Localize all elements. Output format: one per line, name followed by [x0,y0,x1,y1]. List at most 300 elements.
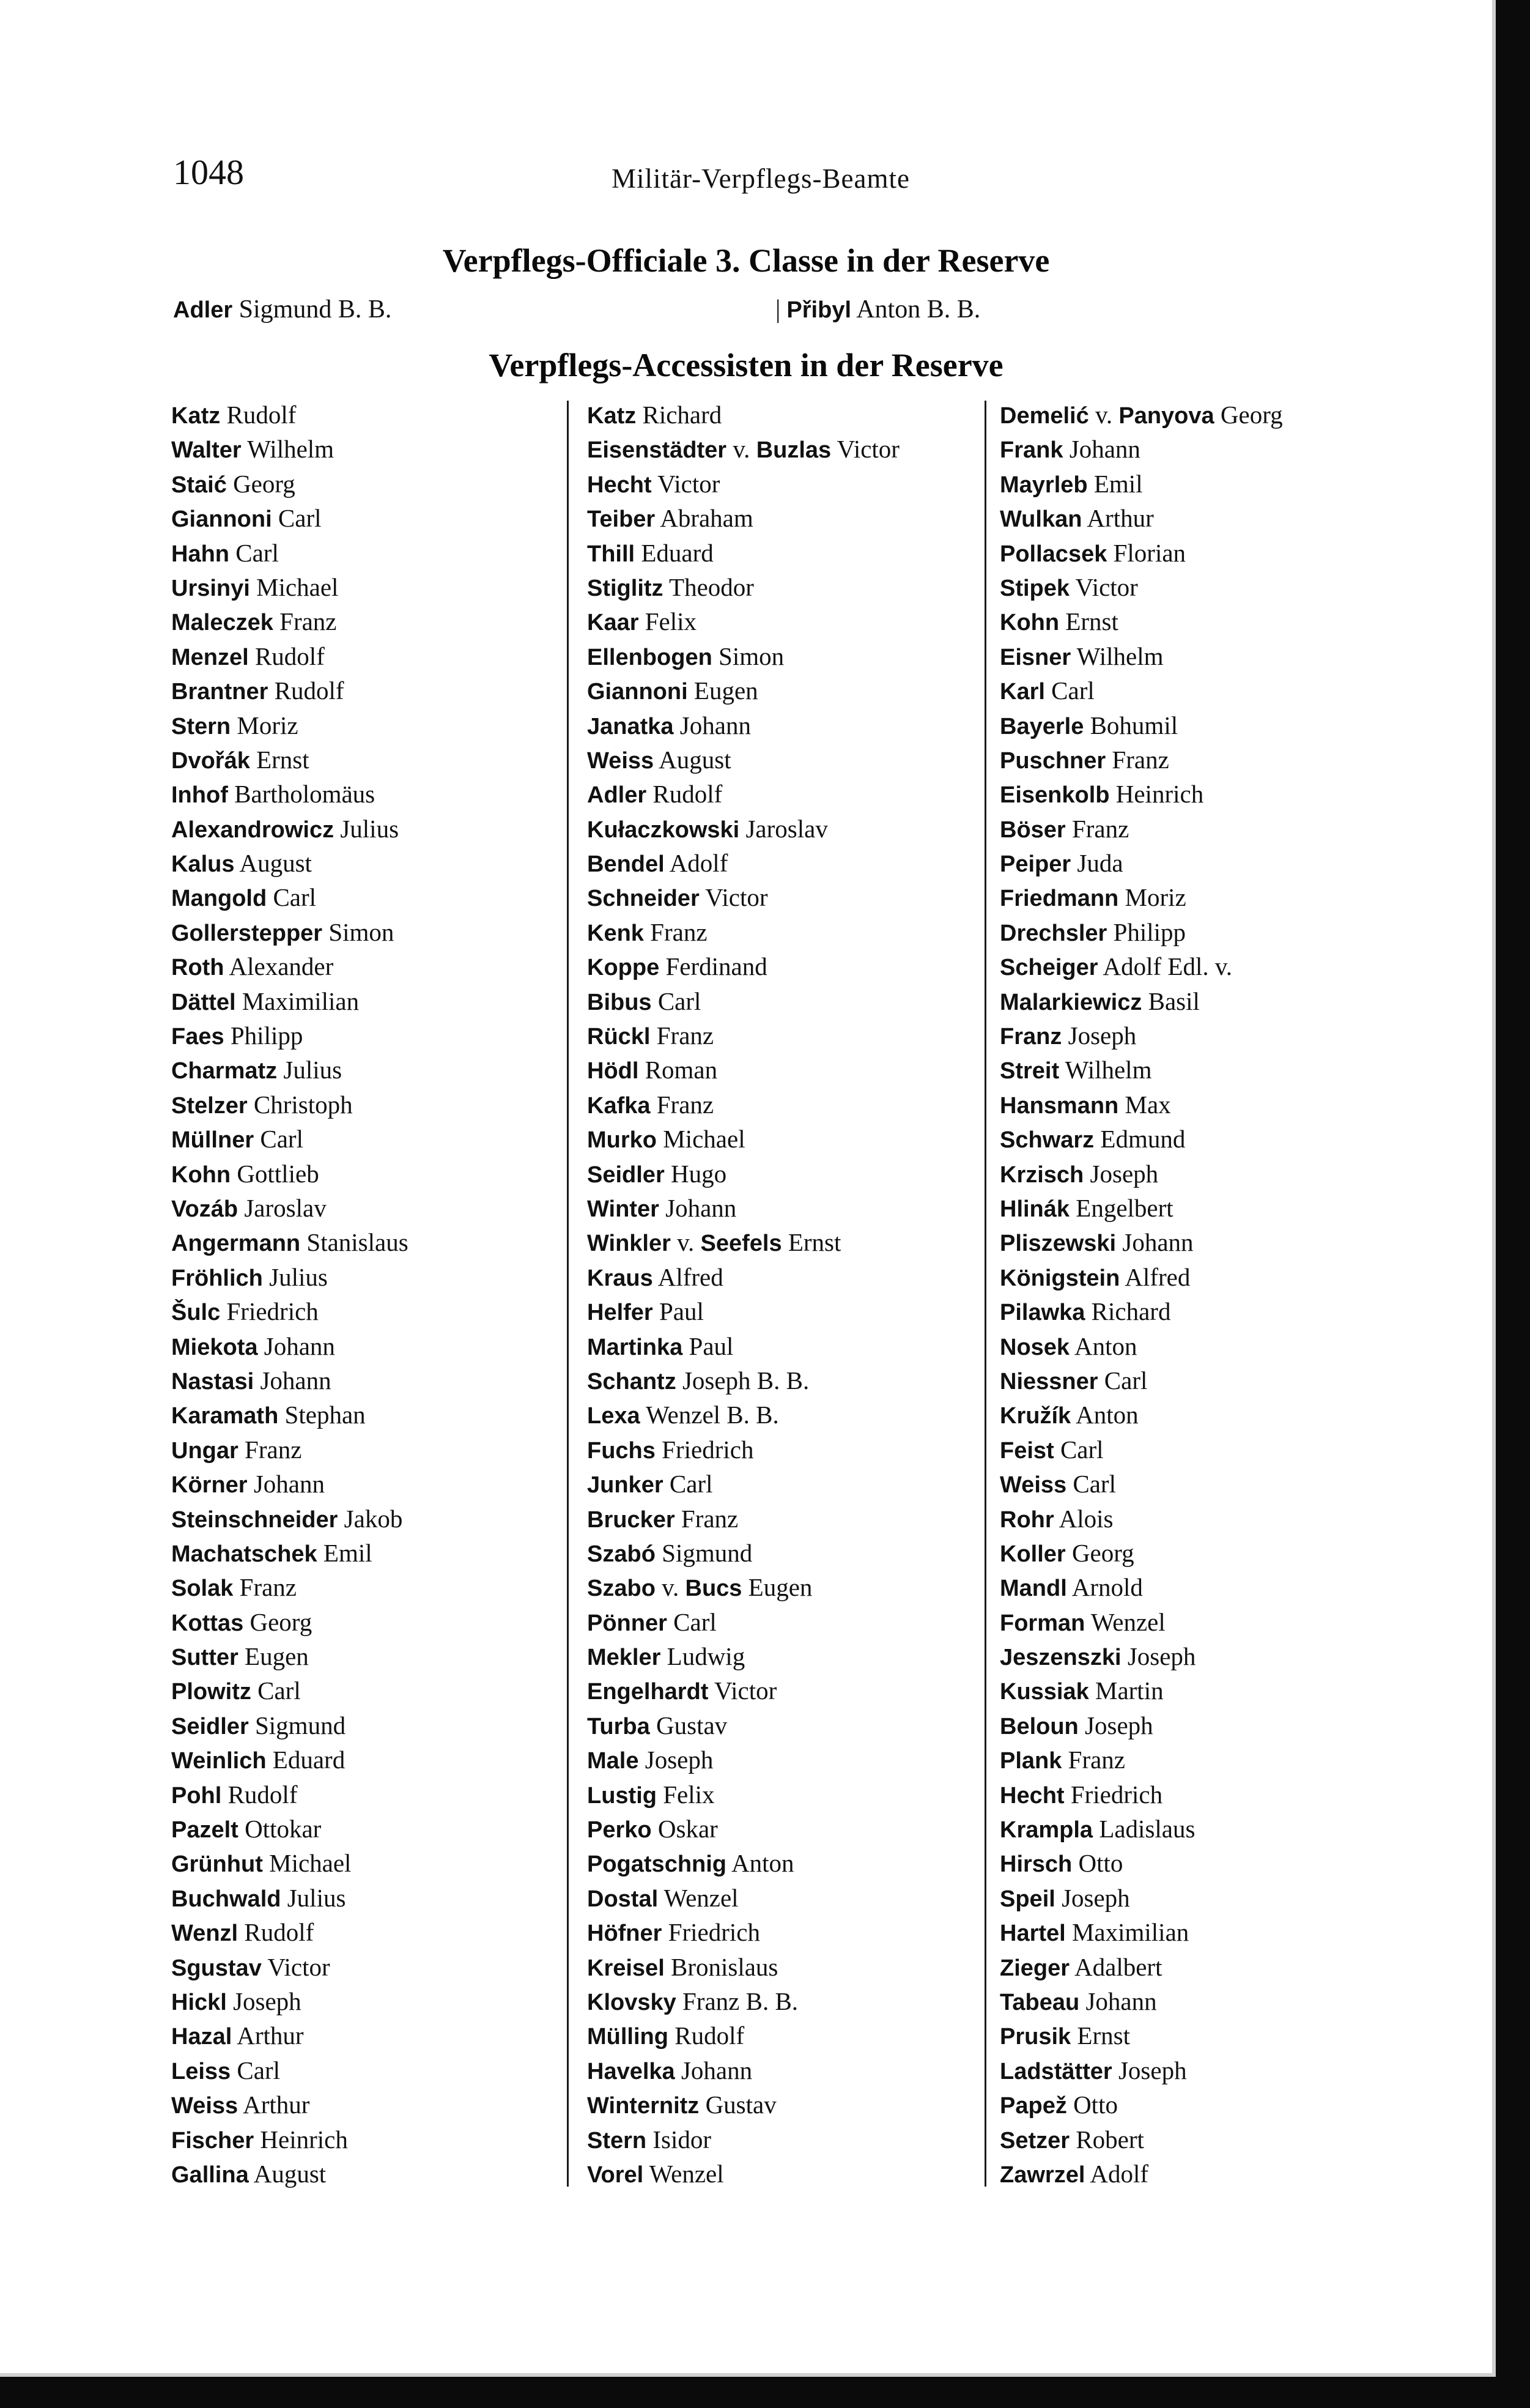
given-name: Joseph [226,1987,301,2015]
given-name: Carl [231,2056,281,2084]
surname: Kenk [587,920,644,946]
name-entry [981,2088,1385,2122]
given-name: Felix [656,1780,715,1809]
surname: Hickl [171,1989,227,2015]
surname: Engelhardt [587,1679,709,1705]
surname: Thill [587,541,635,567]
surname: Körner [171,1472,248,1499]
name-entry [171,1363,575,1398]
name-entry [981,1122,1385,1156]
given-name: Basil [1142,987,1200,1015]
name-entry [566,570,969,604]
name-entry [171,1294,575,1328]
name-entry [566,467,969,501]
surname: Vorel [587,2162,644,2188]
surname: Plank [1000,1748,1062,1774]
name-entry [566,1846,969,1880]
given-name: Johann [674,2056,753,2084]
given-name: Carl [251,1676,301,1705]
surname: Hödl [587,1058,639,1084]
name-entry [171,1122,575,1156]
surname: Wenzl [171,1921,238,1947]
surname: Müllner [171,1127,254,1154]
surname: Demelić [1000,403,1089,429]
name-entry [171,639,575,673]
name-entry [171,1605,575,1639]
given-name: Wenzel [1085,1607,1166,1636]
surname: Adler [173,297,233,323]
name-entry [566,1673,969,1708]
given-name: August [654,745,731,774]
surname: Mülling [587,2024,668,2050]
given-name: Wenzel B. B. [640,1401,779,1429]
given-name: Richard [636,401,722,429]
given-name: Eduard [635,538,714,567]
surname: Weiss [171,2093,238,2119]
name-entry [171,1225,575,1259]
given-name: Moriz [1118,883,1186,912]
name-entry [566,1122,969,1156]
given-name: Arthur [232,2021,304,2050]
surname: Eisenstädter [587,437,727,464]
given-name: Maximilian [235,987,360,1015]
name-entry [171,915,575,949]
surname: Setzer [1000,2127,1070,2154]
name-entry [566,1777,969,1812]
name-entry [981,1260,1385,1294]
name-entry [981,2122,1385,2157]
surname: Höfner [587,1921,662,1947]
given-name: Friedrich [655,1435,754,1464]
surname: Přibyl [786,297,852,323]
name-entry [171,2157,575,2191]
surname: Stiglitz [587,575,663,601]
surname: Murko [587,1127,657,1154]
given-name: Carl [254,1125,303,1154]
given-name: Richard [1085,1297,1171,1326]
given-name: Michael [262,1849,352,1878]
given-name: Johann [254,1366,331,1395]
name-entry [981,1363,1385,1398]
name-entry [171,880,575,914]
name-entry [566,1432,969,1467]
surname: Klovsky [587,1989,676,2015]
given-name: Roman [638,1056,718,1084]
name-entry [981,2053,1385,2088]
name-entry [566,1536,969,1570]
name-entry [171,1502,575,1536]
given-name: Johann [1063,435,1140,464]
surname: Eisenkolb [1000,782,1110,809]
given-name: Sigmund [655,1538,753,1567]
surname: Rohr [1000,1506,1054,1533]
surname: Kussiak [1000,1679,1089,1705]
given-name: Victor [699,883,768,912]
surname: Hecht [587,472,652,498]
surname: Niessner [1000,1368,1098,1395]
surname: Havelka [587,2058,675,2084]
name-entry [566,1157,969,1191]
given-name: Michael [249,572,339,601]
given-name: Bohumil [1084,711,1178,739]
name-entry [171,1984,575,2018]
name-entry [981,1812,1385,1846]
surname: Weiss [1000,1472,1067,1499]
given-name: Joseph [1084,1159,1159,1188]
surname: Kottas [171,1610,244,1636]
surname: Pönner [587,1610,667,1636]
surname: Frank [1000,437,1063,464]
given-name: Rudolf [221,1780,298,1809]
surname: Fröhlich [171,1265,263,1291]
surname: Staić [171,472,227,498]
given-name: Wilhelm [1059,1056,1152,1084]
given-name: Arthur [238,2091,310,2119]
name-entry [566,501,969,535]
surname: Hartel [1000,1921,1066,1947]
given-name: Franz [674,1504,739,1533]
name-column-1 [171,398,575,2191]
name-entry [566,536,969,570]
given-name: Philipp [224,1021,303,1050]
surname: Katz [171,403,221,429]
given-name: Joseph [1055,1883,1130,1912]
name-entry [981,1777,1385,1812]
surname: Lexa [587,1403,640,1429]
name-entry [566,1502,969,1536]
surname: Kružík [1000,1403,1071,1429]
surname: Tabeau [1000,1989,1080,2015]
given-name: Heinrich [254,2125,348,2154]
given-name: Joseph [1121,1642,1196,1671]
given-name: Eugen [742,1573,813,1602]
surname: Miekota [171,1334,258,1360]
given-name: Franz [233,1573,297,1602]
name-entry [566,1018,969,1053]
given-name: Paul [682,1332,734,1360]
given-name: Arthur [1082,504,1154,533]
given-name: Eugen [687,676,758,705]
surname: Ladstätter [1000,2058,1112,2084]
surname: Nosek [1000,1334,1070,1360]
name-entry [171,570,575,604]
name-entry [566,1191,969,1225]
name-entry [566,1639,969,1673]
name-entry [981,1432,1385,1467]
name-entry [566,639,969,673]
given-name: Rudolf [238,1918,314,1947]
surname: Seidler [171,1713,249,1739]
name-entry [981,1191,1385,1225]
surname: Speil [1000,1886,1055,1912]
surname: Ellenbogen [587,644,712,670]
given-name: Johann [1116,1228,1194,1257]
surname: Böser [1000,817,1066,843]
given-name: Adolf [1085,2159,1149,2188]
surname: Jeszenszki [1000,1645,1122,1671]
surname: Roth [171,955,224,981]
surname: Hlinák [1000,1196,1070,1222]
surname: Turba [587,1713,650,1739]
surname: Katz [587,403,637,429]
name-entry [566,708,969,743]
surname: Machatschek [171,1541,317,1567]
surname: Bibus [587,989,652,1015]
name-entry [566,1881,969,1915]
given-name: Joseph B. B. [676,1366,810,1395]
name-entry [566,1329,969,1363]
surname: Kohn [1000,610,1060,636]
surname: Pohl [171,1782,222,1809]
name-entry [566,2157,969,2191]
given-name: Alois [1054,1504,1114,1533]
name-entry [566,915,969,949]
given-name: Isidor [646,2125,712,2154]
given-name: Adolf [664,849,728,878]
name-entry [171,398,575,432]
name-entry [566,984,969,1018]
given-name: Wenzel [658,1883,739,1912]
officiale-entry-left [173,295,391,324]
name-entry [981,1881,1385,1915]
name-entry [981,1846,1385,1880]
given-name: Carl [229,538,279,567]
given-name: Georg [1065,1538,1134,1567]
surname: Kalus [171,851,235,878]
given-name: Georg [1214,401,1283,429]
surname: Sgustav [171,1955,262,1981]
name-entry [171,777,575,811]
name-entry [566,880,969,914]
given-name: August [248,2159,327,2188]
given-name: Abraham [655,504,753,533]
name-entry [566,1225,969,1259]
surname: Kułaczkowski [587,817,740,843]
surname: Stelzer [171,1092,248,1119]
given-name: Carl [1098,1366,1148,1395]
surname: Pollacsek [1000,541,1107,567]
name-entry [981,1502,1385,1536]
name-entry [171,2018,575,2053]
given-name: Hugo [664,1159,727,1188]
given-name: Wilhelm [1071,642,1164,670]
given-name: Jakob [338,1504,403,1533]
given-name: Ladislaus [1093,1815,1196,1843]
surname: Drechsler [1000,920,1107,946]
surname: Zawrzel [1000,2162,1085,2188]
given-name: Ernst [1059,607,1118,636]
name-entry [981,673,1385,708]
surname-part: Buzlas [756,437,832,464]
name-entry [171,501,575,535]
name-entry [171,1432,575,1467]
name-entry [981,2157,1385,2191]
name-entry [171,673,575,708]
name-entry [981,1984,1385,2018]
given-name: Eduard [266,1746,346,1774]
name-entry [171,536,575,570]
given-name: Felix [638,607,697,636]
given-name: Anton [1070,1332,1137,1360]
surname: Kreisel [587,1955,665,1981]
name-entry [566,1363,969,1398]
name-entry [171,1087,575,1122]
name-entry [981,1398,1385,1432]
surname: Mayrleb [1000,472,1088,498]
surname: Seidler [587,1161,665,1188]
name-entry [171,743,575,777]
given-name: Christoph [247,1090,353,1119]
given-name: Carl [1054,1435,1104,1464]
surname: Teiber [587,506,656,533]
surname: Nastasi [171,1368,254,1395]
surname: Pogatschnig [587,1851,727,1878]
given-name: Carl [272,504,322,533]
surname: Zieger [1000,1955,1070,1981]
name-entry [171,1329,575,1363]
surname: Fischer [171,2127,254,2154]
given-name: v. [670,1228,701,1257]
given-name: Moriz [231,711,298,739]
surname: Feist [1000,1437,1054,1464]
name-entry [981,467,1385,501]
name-entry [566,846,969,880]
given-name: Carl [663,1470,713,1499]
given-name: Julius [281,1883,346,1912]
surname: Lustig [587,1782,657,1809]
surname: Rückl [587,1024,651,1050]
given-name: Adalbert [1070,1952,1162,1981]
given-name: v. [1088,401,1119,429]
name-entry [171,846,575,880]
name-entry [171,1950,575,1984]
surname: Mangold [171,886,267,912]
given-name: Friedrich [662,1918,760,1947]
surname: Pliszewski [1000,1231,1117,1257]
section-heading-accessisten: Verpflegs-Accessisten in der Reserve [489,347,1003,383]
surname: Winter [587,1196,659,1222]
given-name: Edmund [1094,1125,1186,1154]
given-name: Friedrich [1064,1780,1163,1809]
name-entry [566,2053,969,2088]
name-entry [981,1743,1385,1777]
name-entry [566,1467,969,1501]
given-name: Julius [334,814,399,843]
given-name: Ernst [249,745,309,774]
name-entry [981,1708,1385,1743]
name-entry [981,1950,1385,1984]
given-name: Anton B. B. [851,295,981,324]
surname: Eisner [1000,644,1071,670]
name-entry [171,1708,575,1743]
given-name: Max [1118,1090,1171,1119]
given-name: Gottlieb [231,1159,319,1188]
given-name: Martin [1088,1676,1164,1705]
given-name: Paul [652,1297,704,1326]
name-entry [171,949,575,984]
surname: Bayerle [1000,713,1084,739]
name-entry [981,1673,1385,1708]
name-entry [981,846,1385,880]
name-entry [171,2122,575,2157]
given-name: Heinrich [1109,780,1204,809]
name-entry [981,432,1385,466]
surname: Koppe [587,955,660,981]
given-name: Emil [317,1538,372,1567]
given-name: Jaroslav [739,814,828,843]
page-number: 1048 [173,152,244,192]
surname: Buchwald [171,1886,281,1912]
surname: Schantz [587,1368,676,1395]
surname: Inhof [171,782,228,809]
name-entry [566,2018,969,2053]
given-name: Gustav [649,1711,728,1739]
name-entry [171,1881,575,1915]
name-entry [981,880,1385,914]
surname: Šulc [171,1300,221,1326]
surname: Ungar [171,1437,238,1464]
name-entry [171,1846,575,1880]
given-name: Philipp [1107,917,1186,946]
given-name: Ernst [1071,2021,1130,2050]
officiale-entry-right [775,295,980,324]
surname: Hazal [171,2024,232,2050]
running-head: Militär-Verpflegs-Beamte [612,163,910,194]
surname: Winternitz [587,2093,700,2119]
name-entry [171,1260,575,1294]
name-entry [566,1950,969,1984]
given-name: Franz [650,1090,714,1119]
name-entry [981,1087,1385,1122]
surname: Streit [1000,1058,1060,1084]
given-name: Theodor [663,572,754,601]
name-entry [566,1984,969,2018]
name-entry [566,1260,969,1294]
name-entry [981,949,1385,984]
name-entry [981,1018,1385,1053]
given-name: Juda [1071,849,1123,878]
name-entry [566,1812,969,1846]
surname-part: Bucs [685,1576,742,1602]
name-entry [566,1087,969,1122]
name-entry [981,398,1385,432]
name-entry [171,1536,575,1570]
given-name: Victor [708,1676,777,1705]
name-entry [981,777,1385,811]
name-entry [981,1915,1385,1949]
name-entry [981,604,1385,639]
surname: Hirsch [1000,1851,1073,1878]
given-name: Gustav [699,2091,777,2119]
name-entry [566,1915,969,1949]
surname: Helfer [587,1300,653,1326]
surname: Weiss [587,747,654,774]
name-entry [981,570,1385,604]
given-name: Carl [667,1607,717,1636]
given-name: Eugen [238,1642,309,1671]
given-name: Oskar [651,1815,718,1843]
given-name: Joseph [1062,1021,1137,1050]
name-entry [981,1605,1385,1639]
name-entry [171,1777,575,1812]
surname: Puschner [1000,747,1106,774]
given-name: Arnold [1066,1573,1143,1602]
name-entry [566,604,969,639]
surname: Alexandrowicz [171,817,334,843]
surname: Vozáb [171,1196,238,1222]
surname: Karl [1000,679,1045,705]
given-name: v. [655,1573,686,1602]
